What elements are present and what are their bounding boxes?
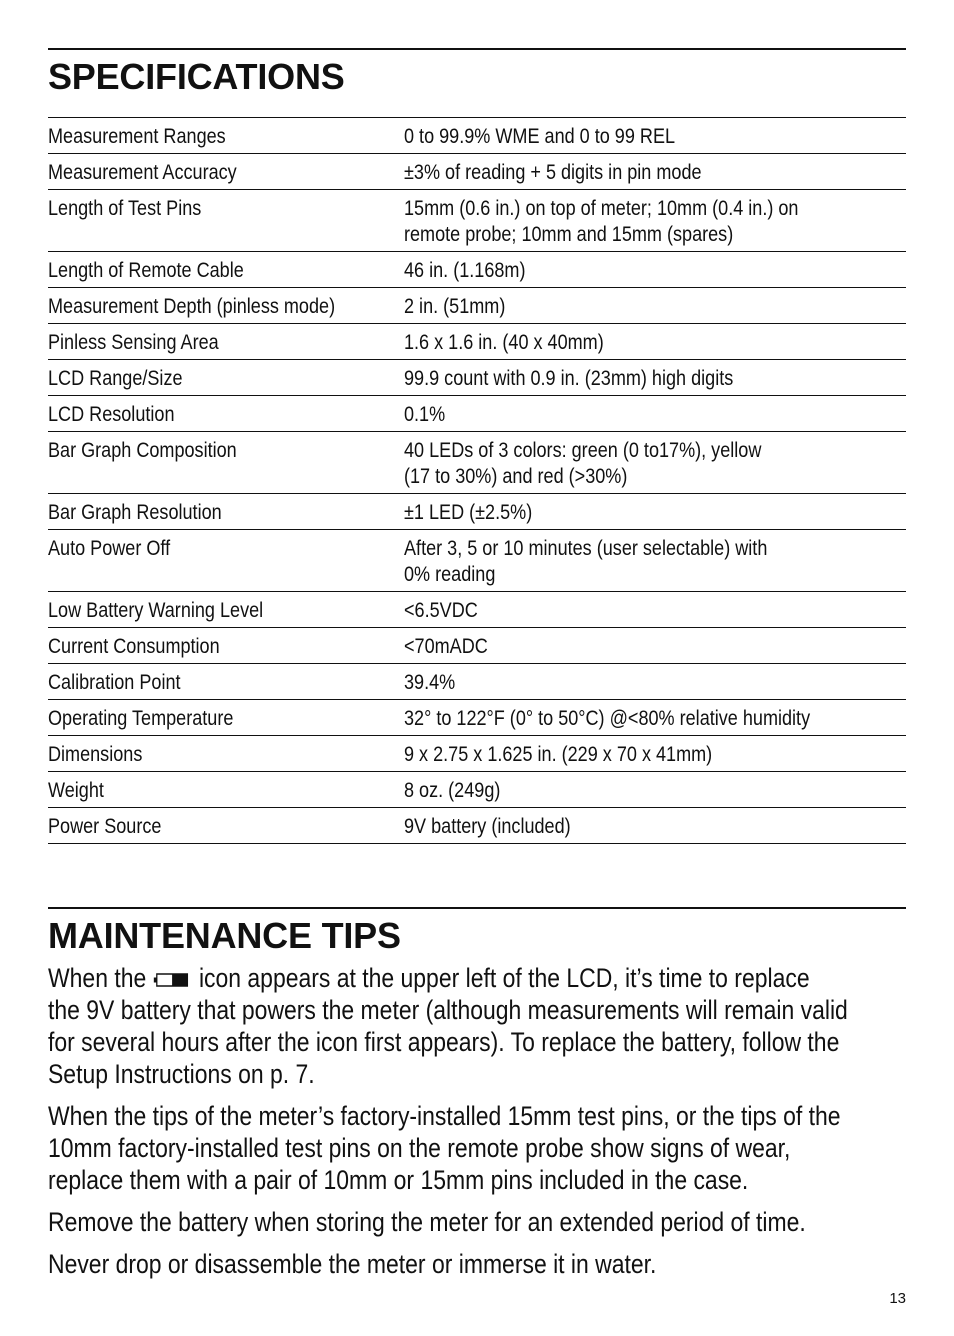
spec-label-text: Bar Graph Composition	[48, 438, 237, 462]
spec-row	[48, 360, 906, 396]
spec-row	[48, 808, 906, 844]
spec-row	[48, 154, 906, 190]
spec-value	[404, 288, 906, 324]
spec-label-text: Auto Power Off	[48, 536, 171, 560]
spec-label-text: Dimensions	[48, 742, 143, 766]
spec-label	[48, 700, 404, 736]
spec-row	[48, 736, 906, 772]
spec-row	[48, 118, 906, 154]
maintenance-paragraph-3: Remove the battery when storing the meter for an extended period of time.	[48, 1207, 806, 1237]
spec-label-text: Operating Temperature	[48, 706, 234, 730]
spec-label-text: Pinless Sensing Area	[48, 330, 219, 354]
spec-value	[404, 324, 906, 360]
spec-value-line: <70mADC	[404, 634, 488, 658]
spec-value	[404, 432, 906, 494]
spec-label-text: Length of Remote Cable	[48, 258, 244, 282]
spec-label-text: Calibration Point	[48, 670, 181, 694]
spec-value-line: 0.1%	[404, 402, 446, 426]
spec-value-line: 0% reading	[404, 562, 496, 586]
spec-value	[404, 736, 906, 772]
maintenance-top-rule	[48, 907, 906, 909]
spec-label	[48, 396, 404, 432]
spec-label	[48, 252, 404, 288]
spec-value	[404, 772, 906, 808]
spec-label-text: Measurement Ranges	[48, 124, 226, 148]
spec-label	[48, 664, 404, 700]
maintenance-p1-line-3: for several hours after the icon first appears). To replace the battery, follow the	[48, 1027, 840, 1057]
spec-label	[48, 808, 404, 844]
spec-label-text: Bar Graph Resolution	[48, 500, 222, 524]
spec-value-line: 46 in. (1.168m)	[404, 258, 526, 282]
spec-label	[48, 628, 404, 664]
spec-row	[48, 530, 906, 592]
maintenance-paragraph-2	[48, 1100, 898, 1196]
spec-row	[48, 288, 906, 324]
spec-label-text: Measurement Depth (pinless mode)	[48, 294, 336, 318]
spec-row	[48, 252, 906, 288]
page-number: 13	[889, 1290, 906, 1307]
battery-icon	[153, 972, 190, 988]
spec-value	[404, 494, 906, 530]
spec-row	[48, 628, 906, 664]
spec-row	[48, 772, 906, 808]
spec-value-line: ±3% of reading + 5 digits in pin mode	[404, 160, 702, 184]
spec-label	[48, 288, 404, 324]
spec-value-line: 0 to 99.9% WME and 0 to 99 REL	[404, 124, 676, 148]
spec-value	[404, 190, 906, 252]
spec-label	[48, 530, 404, 592]
spec-label	[48, 154, 404, 190]
spec-label	[48, 118, 404, 154]
spec-row	[48, 700, 906, 736]
maintenance-heading: MAINTENANCE TIPS	[48, 915, 401, 956]
spec-label-text: Power Source	[48, 814, 162, 838]
spec-value-line: 15mm (0.6 in.) on top of meter; 10mm (0.4 in.) on	[404, 196, 799, 220]
spec-label-text: Current Consumption	[48, 634, 220, 658]
maintenance-p1-lead: When the	[48, 963, 147, 993]
spec-label	[48, 772, 404, 808]
spec-label	[48, 360, 404, 396]
spec-value	[404, 592, 906, 628]
spec-value	[404, 808, 906, 844]
spec-value	[404, 360, 906, 396]
spec-value	[404, 664, 906, 700]
maintenance-p2-line-2: 10mm factory-installed test pins on the remote probe show signs of wear,	[48, 1133, 791, 1163]
spec-label-text: Low Battery Warning Level	[48, 598, 264, 622]
spec-value	[404, 396, 906, 432]
maintenance-paragraph-4: Never drop or disassemble the meter or immerse it in water.	[48, 1249, 657, 1279]
spec-value	[404, 530, 906, 592]
spec-value-line: 39.4%	[404, 670, 456, 694]
spec-value	[404, 628, 906, 664]
spec-label-text: Measurement Accuracy	[48, 160, 237, 184]
spec-label	[48, 494, 404, 530]
maintenance-p2-line-3: replace them with a pair of 10mm or 15mm pins included in the case.	[48, 1165, 749, 1195]
specifications-top-rule	[48, 48, 906, 50]
spec-label-text: LCD Range/Size	[48, 366, 183, 390]
spec-value-line: 2 in. (51mm)	[404, 294, 506, 318]
spec-label	[48, 592, 404, 628]
spec-value-line: 9V battery (included)	[404, 814, 571, 838]
spec-label	[48, 324, 404, 360]
spec-value-line: 1.6 x 1.6 in. (40 x 40mm)	[404, 330, 604, 354]
spec-label	[48, 736, 404, 772]
spec-row	[48, 494, 906, 530]
spec-label-text: Length of Test Pins	[48, 196, 202, 220]
spec-label-text: Weight	[48, 778, 104, 802]
spec-row	[48, 396, 906, 432]
spec-label	[48, 432, 404, 494]
spec-label-text: LCD Resolution	[48, 402, 175, 426]
maintenance-p2-line-1: When the tips of the meter’s factory-installed 15mm test pins, or the tips of the	[48, 1101, 841, 1131]
spec-value-line: 32° to 122°F (0° to 50°C) @<80% relative humidity	[404, 706, 811, 730]
spec-value	[404, 154, 906, 190]
spec-value-line: 8 oz. (249g)	[404, 778, 501, 802]
maintenance-body	[48, 962, 954, 1290]
maintenance-p1-line-2: the 9V battery that powers the meter (although measurements will remain valid	[48, 995, 848, 1025]
spec-value	[404, 118, 906, 154]
spec-row	[48, 592, 906, 628]
spec-value-line: remote probe; 10mm and 15mm (spares)	[404, 222, 734, 246]
spec-row	[48, 432, 906, 494]
maintenance-p1-line-4: Setup Instructions on p. 7.	[48, 1059, 315, 1089]
spec-row	[48, 190, 906, 252]
spec-value-line: After 3, 5 or 10 minutes (user selectable) with	[404, 536, 768, 560]
spec-value	[404, 252, 906, 288]
spec-value-line: <6.5VDC	[404, 598, 478, 622]
spec-value	[404, 700, 906, 736]
specifications-heading: SPECIFICATIONS	[48, 56, 345, 97]
specifications-table	[48, 117, 906, 844]
spec-value-line: ±1 LED (±2.5%)	[404, 500, 533, 524]
maintenance-paragraph-1	[48, 962, 898, 1090]
spec-value-line: 99.9 count with 0.9 in. (23mm) high digits	[404, 366, 734, 390]
maintenance-p1-line-1: icon appears at the upper left of the LCD, it’s time to replace	[198, 963, 810, 993]
spec-label	[48, 190, 404, 252]
spec-value-line: 9 x 2.75 x 1.625 in. (229 x 70 x 41mm)	[404, 742, 713, 766]
spec-row	[48, 664, 906, 700]
spec-value-line: (17 to 30%) and red (>30%)	[404, 464, 628, 488]
spec-row	[48, 324, 906, 360]
spec-value-line: 40 LEDs of 3 colors: green (0 to17%), yellow	[404, 438, 762, 462]
